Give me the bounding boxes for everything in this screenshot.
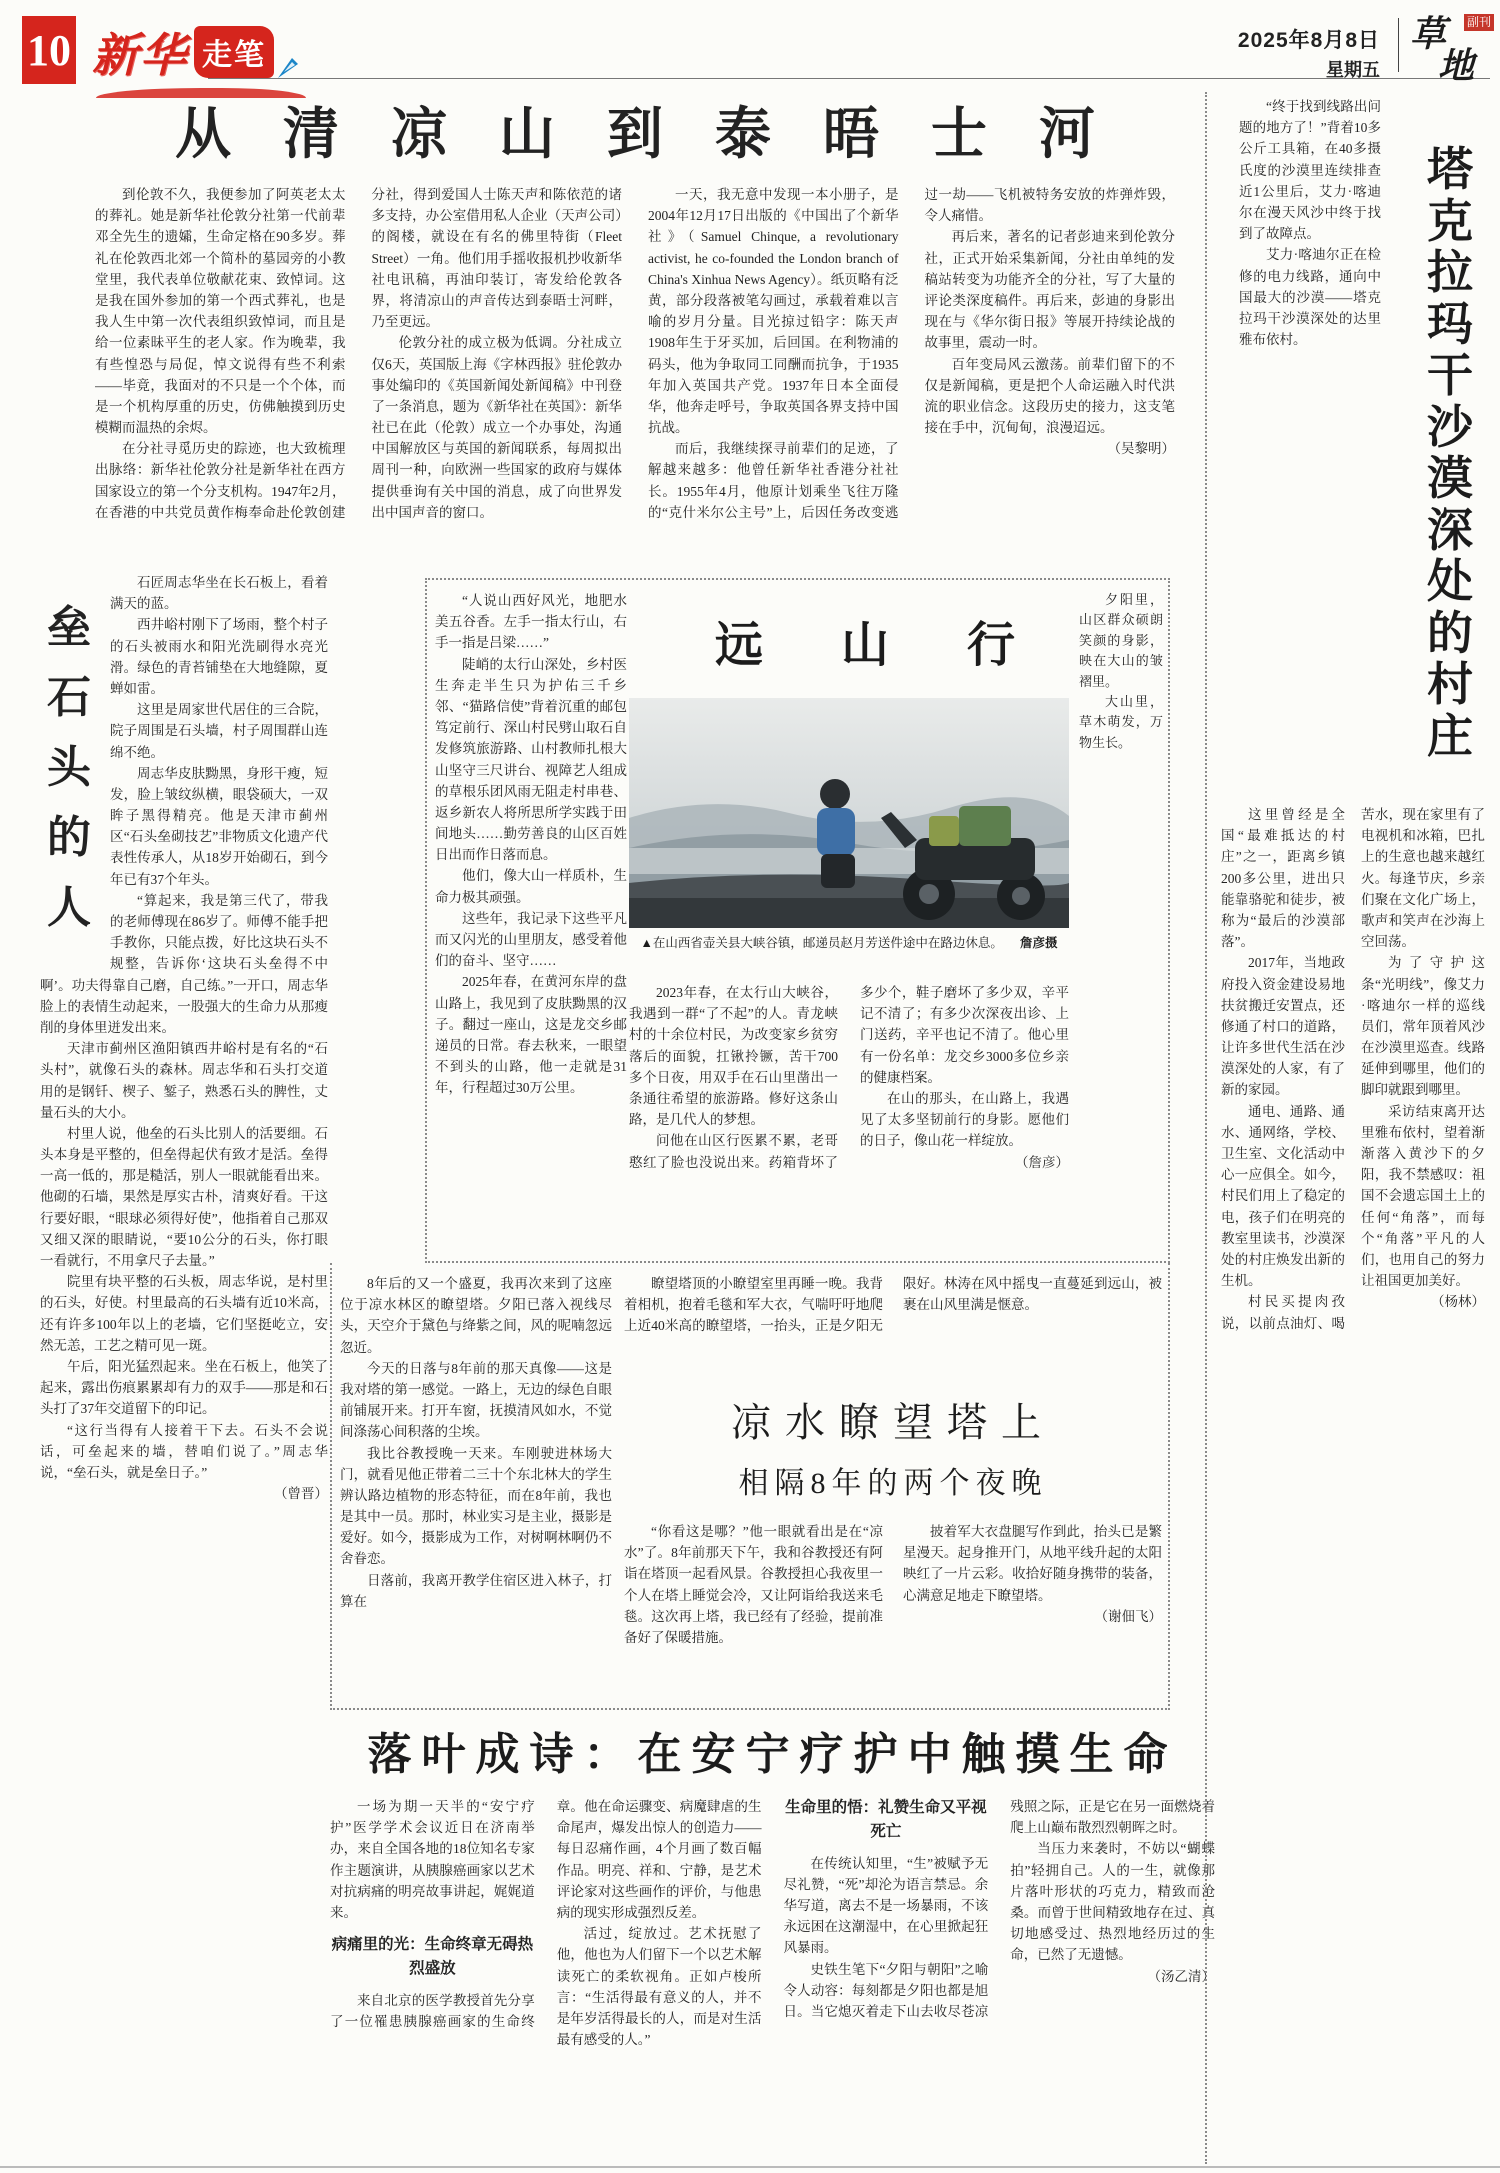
paragraph: “人说山西好风光，地肥水美五谷香。左手一指太行山，右手一指是吕梁……” — [435, 593, 627, 651]
paragraph: “算起来，我是第三代了，带我的老师傅现在86岁了。师傅不能手把手教你，只能点拨，好比这块石头不规整，告诉你‘这块石头垒得不中啊’。功夫得靠自己磨，自己练。”一开口，周志华脸上的表情生动起来，一股强大的生命力从那瘦削的身体里迸发出来。 — [40, 892, 328, 1035]
paragraph: 当压力来袭时，不妨以“蝴蝶拍”轻拥自己。人的一生，就像那片落叶形状的巧克力，精致而沧桑。而曾于世间精致地存在过、真切地感受过、热烈地经历过的生命，已然了无遗憾。 — [1010, 1841, 1215, 1963]
tower-feature-headline — [624, 1391, 1162, 1502]
hospice-article — [330, 1716, 1215, 2166]
paragraph: 通电、通路、通水、通网络，学校、卫生室、文化活动中心一应俱全。如今，村民们用上了稳定的电，孩子们在明亮的教室里读书，沙漠深处的村庄焕发出新的生机。 — [1221, 1103, 1345, 1289]
paragraph: 到伦敦不久，我便参加了阿英老太太的葬礼。她是新华社伦敦分社第一代前辈邓全先生的遗孀，生命定格在90多岁。葬礼在伦敦西北郊一个简朴的墓园旁的小教堂里，我代表单位敬献花束、致悼词。这是我在国外参加的第一个西式葬礼，也是我人生中第一次代表组织致悼词，而且是给一位素昧平生的老人家。作为晚辈，我有些惶恐与局促，悼文说得有些不利索——毕竟，我面对的不只是一个个体，而是一个机构厚重的历史，仿佛触摸到历史模糊而温热的余烬。 — [95, 187, 346, 436]
pen-nib-icon — [276, 54, 302, 85]
mountain-feature-narrow-column — [1079, 590, 1163, 1248]
photo-caption-text: ▲在山西省壶关县大峡谷镇，邮递员赵月芳送件途中在路边休息。 — [640, 936, 1003, 950]
vertical-title-char: 处 — [1427, 556, 1473, 608]
paragraph: 一场为期一天半的“安宁疗护”医学学术会议近日在济南举办，来自全国各地的18位知名专家作主题演讲，从胰腺癌画家以艺术对抗病痛的明亮故事讲起，娓娓道来。 — [330, 1799, 535, 1920]
date-block — [1140, 24, 1380, 82]
mountain-feature-left-column — [435, 590, 627, 1248]
desert-article-top — [1221, 92, 1492, 798]
paragraph: 这里是周家世代居住的三合院，院子周围是石头墙，村子周围群山连绵不绝。 — [110, 702, 328, 760]
mountain-feature-bottom-paragraphs — [629, 982, 1069, 1173]
photo-caption — [629, 934, 1069, 953]
desert-article-lede — [1239, 96, 1381, 796]
lead-article-body — [95, 184, 1175, 564]
tower-headline-line1: 凉水瞭望塔上 — [731, 1400, 1055, 1445]
masthead-xinhua-text: 新华 — [92, 30, 188, 81]
paragraph: 一天，我无意中发现一本小册子，是2004年12月17日出版的《中国出了个新华社》（Samuel Chinque, a revolutionary activist, he co-founded the London branch of China's Xinhua News Agency）。纸页略有泛黄，部分段落被笔勾画过，承载着难以言喻的岁月分量。目光掠过铅字：陈天声1908年生于牙买加，后回国。在利物浦的码头，他为争取同工同酬而抗争，于1935年加入英国共产党。1937年日本全面侵华，他奔走呼号，争取英国各界支持中国抗战。 — [648, 187, 899, 436]
paragraph: 夕阳里，山区群众硕朗笑颜的身影，映在大山的皱褶里。 — [1079, 592, 1163, 689]
paragraph: “终于找到线路出问题的地方了！”背着10多公斤工具箱，在40多摄氏度的沙漠里连续排查近1公里后，艾力·喀迪尔在漫天风沙中终于找到了故障点。 — [1239, 99, 1381, 242]
paragraph: “你看这是哪？”他一眼就看出是在“凉水”了。8年前那天下午，我和谷教授还有阿诣在塔顶一起看风景。谷教授担心我夜里一个人在塔上睡觉会冷，又让阿诣给我送来毛毯。这次再上塔，我已经有了经验，提前准备好了保暖措施。 — [624, 1524, 883, 1645]
mountain-feature-byline: （詹彦） — [1015, 1154, 1069, 1170]
paragraph: 8年后的又一个盛夏，我再次来到了这座位于凉水林区的瞭望塔。夕阳已落入视线尽头，天空介于黛色与绛紫之间，风的呢喃忽远忽近。 — [340, 1276, 612, 1355]
vertical-title-char: 克 — [1427, 195, 1473, 247]
masthead-logo — [92, 12, 302, 92]
paragraph: 活过，绽放过。艺术抚慰了他，他也为人们留下一个以艺术解读死亡的柔软视角。正如卢梭所言：“生活得最有意义的人，并不是年岁活得最长的人，而是对生活最有感受的人。” — [556, 1926, 762, 2048]
page-number-badge: 10 — [22, 16, 76, 84]
paragraph: 天津市蓟州区渔阳镇西井峪村是有名的“石头村”，就像石头的森林。周志华和石头打交道用的是钢钎、楔子、錾子，熟悉石头的脾性，丈量石头的大小。 — [40, 1041, 328, 1120]
paragraph: 石匠周志华坐在长石板上，看着满天的蓝。 — [110, 575, 328, 612]
paragraph: 而后，我继续探寻前辈们的足迹，了解越来越多：他曾任新华社香港分社社长。1955年4月，他原计划乘坐飞往万隆的“克什米尔公主号”上，后因任务改变逃过一劫——飞机被特务安放的炸弹炸毁，令人痛惜。 — [648, 187, 1175, 520]
hospice-intro-paragraphs — [330, 1796, 535, 1923]
paragraph: 村里人说，他垒的石头比别人的活要细。石头本身是平整的，但垒得起伏有致才是活。垒得一高一低的，那是糙活，别人一眼就能看出来。他砌的石墙，果然是厚实古朴，清爽好看。干这行要好眼，“眼球必须得好使”，他指着自己那双又细又深的眼睛说，“要10公分的石头，你打眼一看就行，不用拿尺子去量。” — [40, 1125, 328, 1268]
mountain-feature-narrow-paragraphs — [1079, 590, 1163, 753]
vertical-title-char: 头 — [47, 743, 91, 792]
paragraph: 西井峪村刚下了场雨，整个村子的石头被雨水和阳光洗刷得水亮光滑。绿色的青苔铺垫在大地缝隙，夏蝉如雷。 — [110, 617, 328, 696]
paragraph: 伦敦分社的成立极为低调。分社成立仅6天，英国版上海《字林西报》驻伦敦办事处编印的《英国新闻处新闻稿》中刊登了一条消息，题为《新华社在英国》：新华社已在此（伦敦）成立一个办事处，沟通中国解放区与英国的新闻联系，每周拟出周刊一种，向欧洲一些国家的政府与媒体提供垂询有关中国的消息，成了向世界发出中国声音的窗口。 — [371, 335, 622, 520]
vertical-title-char: 拉 — [1427, 247, 1473, 299]
hospice-article-body — [330, 1796, 1215, 2168]
tower-feature-box — [330, 1263, 1170, 1710]
paragraph: 午后，阳光猛烈起来。坐在石板上，他笑了起来，露出伤痕累累却有力的双手——那是和石头打了37年交道留下的印记。 — [40, 1358, 328, 1417]
desert-article-byline: （杨林） — [1431, 1294, 1485, 1310]
vertical-title-char: 漠 — [1427, 453, 1473, 505]
paragraph: 院里有块平整的石头板，周志华说，是村里的石头，好使。村里最高的石头墙有近10米高，还有许多100年以上的老墙，它们坚挺屹立，安然无恙，工艺之精可见一斑。 — [40, 1274, 328, 1353]
paragraph: 今天的日落与8年前的那天真像——这是我对塔的第一感觉。一路上，无边的绿色自眼前铺展开来。打开车窗，抚摸清风如水，不觉间涤荡心间积落的尘埃。 — [340, 1360, 612, 1440]
weekday-text: 星期五 — [1326, 60, 1380, 80]
tower-feature-right-top — [624, 1273, 1162, 1385]
mountain-feature-left-paragraphs — [435, 590, 627, 1099]
vertical-title-char: 人 — [47, 883, 91, 932]
stone-article-byline: （曾晋） — [274, 1486, 328, 1502]
tower-headline-line2: 相隔8年的两个夜晚 — [738, 1467, 1048, 1500]
vertical-title-char: 深 — [1427, 504, 1473, 556]
vertical-title-char: 的 — [47, 813, 91, 862]
feature-photo-illustration — [629, 698, 1069, 928]
header-divider — [1398, 18, 1399, 72]
paragraph: 艾力·喀迪尔正在检修的电力线路，通向中国最大的沙漠——塔克拉玛干沙漠深处的达里雅布依村。 — [1239, 247, 1381, 348]
vertical-title-char: 的 — [1427, 607, 1473, 659]
page-footer-rule — [0, 2166, 1500, 2168]
supplement-char-1: 草 — [1410, 14, 1447, 54]
paragraph: 瞭望塔顶的小瞭望室里再睡一晚。我背着相机，抱着毛毯和军大衣，气喘吁吁地爬上近40米高的瞭望塔，一抬头，正是夕阳无限好。林涛在风中摇曳一直蔓延到远山，被裹在山风里满是惬意。 — [624, 1276, 1162, 1334]
photo-credit: 詹彦摄 — [1019, 936, 1058, 950]
paragraph: 2023年春，在太行山大峡谷，我遇到一群“了不起”的人。青龙峡村的十余位村民，为改变家乡贫穷落后的面貌，扛锹拎镢，苦干700多个日夜，用双手在石山里凿出一条通往希望的旅游路。修好这条山路，是几代人的梦想。 — [629, 985, 838, 1128]
mountain-feature-box — [425, 578, 1170, 1263]
vertical-title-char: 庄 — [1427, 710, 1473, 762]
paragraph: “这行当得有人接着干下去。石头不会说话，可垒起来的墙，替咱们说了。”周志华说，“垒石头，就是垒日子。” — [40, 1422, 328, 1480]
vertical-title-char: 垒 — [47, 603, 91, 652]
desert-article-paragraphs — [1221, 804, 1485, 1334]
paragraph: 来自北京的医学教授首先分享了一位罹患胰腺癌画家的生命终章。他在命运骤变、病魔肆虐的生命尾声，爆发出惊人的创造力——每日忍痛作画，4个月画了数百幅作品。明亮、祥和、宁静，是艺术评论家对这些画作的评价，与他患病的现实形成强烈反差。 — [330, 1799, 762, 2029]
paragraph: 他们，像大山一样质朴，生命力极其顽强。 — [435, 868, 627, 905]
paragraph: 在山的那头，在山路上，我遇见了太多坚韧前行的身影。愿他们的日子，像山花一样绽放。 — [860, 1090, 1069, 1149]
desert-article — [1205, 92, 1492, 2164]
tower-feature-right-bottom-paragraphs — [624, 1521, 1162, 1648]
paragraph: 这里曾经是全国“最难抵达的村庄”之一，距离乡镇200多公里，进出只能靠骆驼和徒步，被称为“最后的沙漠部落”。 — [1221, 807, 1345, 950]
paragraph: 我比谷教授晚一天来。车刚驶进林场大门，就看见他正带着二三十个东北林大的学生辨认路边植物的形态特征，而在8年前，我也是其中一员。那时，林业实习是主业，摄影是爱好。如今，摄影成为工作，对树啊林啊仍不舍眷恋。 — [340, 1445, 612, 1567]
desert-article-vertical-title — [1422, 144, 1478, 762]
tower-feature-right-bottom — [624, 1521, 1162, 1697]
supplement-logo — [1408, 6, 1494, 86]
mountain-feature-bottom-columns — [629, 982, 1069, 1250]
paragraph: 披着军大衣盘腿写作到此，抬头已是繁星漫天。起身推开门，从地平线升起的太阳映红了一片云彩。收拾好随身携带的装备，心满意足地走下瞭望塔。 — [903, 1524, 1162, 1603]
vertical-title-char: 石 — [47, 673, 91, 722]
masthead-zoubi-text: 走笔 — [194, 26, 274, 78]
vertical-title-char: 村 — [1427, 659, 1473, 711]
paragraph: 在分社寻觅历史的踪迹，也大致梳理出脉络：新华社伦敦分社是新华社在西方国家设立的第一个分支机构。1947年2月，在香港的中共党员黄作梅奉命赴伦敦创建分社，得到爱国人士陈天声和陈依范的诸多支持，办公室借用私人企业（天声公司）的阁楼，就设在有名的佛里特街（Fleet Street）一角。他们用手摇收报机抄收新华社电讯稿，再油印装订，寄发给伦敦各界，将清凉山的声音传达到泰晤士河畔，乃至更远。 — [95, 187, 622, 520]
vertical-title-char: 干 — [1427, 350, 1473, 402]
vertical-title-char: 塔 — [1427, 144, 1473, 195]
tower-feature-right-top-paragraphs — [624, 1273, 1162, 1337]
lead-headline: 从清凉山到泰晤士河 — [175, 104, 1147, 166]
stone-article — [40, 572, 328, 2160]
hospice-headline: 落叶成诗：在安宁疗护中触摸生命 — [367, 1730, 1178, 1779]
paragraph: 陡峭的太行山深处，乡村医生奔走半生只为护佑三千乡邻、“猫路信使”背着沉重的邮包笃定前行、深山村民劈山取石自发修筑旅游路、山村教师扎根大山坚守三尺讲台、视障艺人组成的草根乐团风雨无阻走村串巷、返乡新农人将所思所学实践于田间地头……勤劳善良的山区百姓日出而作日落而息。 — [435, 656, 627, 863]
desert-lede-paragraphs — [1239, 96, 1381, 350]
paragraph: 周志华皮肤黝黑，身形干瘦，短发，脸上皱纹纵横，眼袋硕大，一双眸子黑得精亮。他是天津市蓟州区“石头垒砌技艺”非物质文化遗产代表性传承人，从18岁开始砌石，到今年已有37个年头。 — [110, 765, 328, 887]
paragraph: 史铁生笔下“夕阳与朝阳”之喻令人动容：每刻都是夕阳也都是旭日。当它熄灭着走下山去收尽苍凉残照之际，正是它在另一面燃烧着爬上山巅布散烈烈朝晖之时。 — [783, 1799, 1215, 2019]
desert-article-lower-columns — [1221, 804, 1485, 2154]
date-text: 2025年8月8日 — [1237, 29, 1380, 52]
lead-article-byline: （吴黎明） — [1107, 441, 1175, 457]
vertical-title-char: 沙 — [1427, 401, 1473, 453]
stone-article-vertical-title — [40, 572, 98, 956]
paragraph: 大山里，草木萌发，万物生长。 — [1079, 694, 1163, 750]
mountain-feature-title: 远山行 — [715, 619, 1094, 672]
lead-article-paragraphs — [95, 184, 1175, 523]
vertical-title-char: 玛 — [1427, 298, 1473, 350]
paragraph: 村民买提肉孜说，以前点油灯、喝苦水，现在家里有了电视机和冰箱，巴扎上的生意也越来越红火。每逢节庆，乡亲们聚在文化广场上，歌声和笑声在沙海上空回荡。 — [1221, 807, 1485, 1331]
paragraph: 为了守护这条“光明线”，像艾力·喀迪尔一样的巡线员们，常年顶着风沙在沙漠里巡查。线路延伸到哪里，他们的脚印就跟到哪里。 — [1361, 955, 1485, 1098]
paragraph: 再后来，著名的记者彭迪来到伦敦分社，正式开始采集新闻，分社由单纯的发稿站转变为功能齐全的分社，写了大量的评论类深度稿件。再后来，彭迪的身影出现在与《华尔街日报》等展开持续论战的故事里，震动一时。 — [924, 229, 1175, 351]
supplement-char-2: 地 — [1438, 46, 1475, 86]
feature-photo — [629, 698, 1069, 928]
supplement-seal: 副刊 — [1464, 14, 1494, 31]
paragraph: 采访结束离开达里雅布依村，望着渐渐落入黄沙下的夕阳，我不禁感叹：祖国不会遗忘国土上的任何“角落”，而每个“角落”平凡的人们，也用自己的努力让祖国更加美好。 — [1361, 1103, 1485, 1289]
tower-feature-left-column — [340, 1273, 612, 1697]
tower-feature-byline: （谢佃飞） — [1094, 1608, 1162, 1624]
paragraph: 在传统认知里，“生”被赋予无尽礼赞，“死”却沦为语言禁忌。余华写道，离去不是一场暴雨，不该永远困在这潮湿中，在心里掀起狂风暴雨。 — [783, 1855, 989, 1956]
paragraph: 这些年，我记录下这些平凡而又闪光的山里朋友，感受着他们的奋斗、坚守…… — [435, 910, 627, 969]
hospice-article-byline: （汤乙清） — [1147, 1968, 1215, 1984]
paragraph: 百年变局风云激荡。前辈们留下的不仅是新闻稿，更是把个人命运融入时代洪流的职业信念。这段历史的接力，这支笔接在手中，沉甸甸，浪漫迢远。 — [924, 356, 1175, 436]
paragraph: 问他在山区行医累不累，老哥憨红了脸也没说出来。药箱背坏了多少个，鞋子磨坏了多少双，辛平记不清了；有多少次深夜出诊、上门送药，辛平也记不清了。他心里有一份名单：龙交乡3000多位乡亲的健康档案。 — [629, 985, 1069, 1170]
paragraph: 2025年春，在黄河东岸的盘山路上，我见到了皮肤黝黑的汉子。翻过一座山，这是龙交乡邮递员的日常。春去秋来，一眼望不到头的山路，他一走就是31年，行程超过30万公里。 — [435, 974, 627, 1096]
paragraph: 2017年，当地政府投入资金建设易地扶贫搬迁安置点，还修通了村口的道路，让许多世代生活在沙漠深处的人家，有了新的家园。 — [1221, 955, 1345, 1098]
paragraph: 日落前，我离开教学住宿区进入林子，打算在 — [340, 1572, 612, 1609]
tower-feature-left-paragraphs — [340, 1273, 612, 1612]
hospice-subhead-2: 生命里的悟：礼赞生命又平视死亡 — [785, 1799, 987, 1841]
hospice-subhead-1: 病痛里的光：生命终章无碍热烈盛放 — [331, 1936, 534, 1978]
